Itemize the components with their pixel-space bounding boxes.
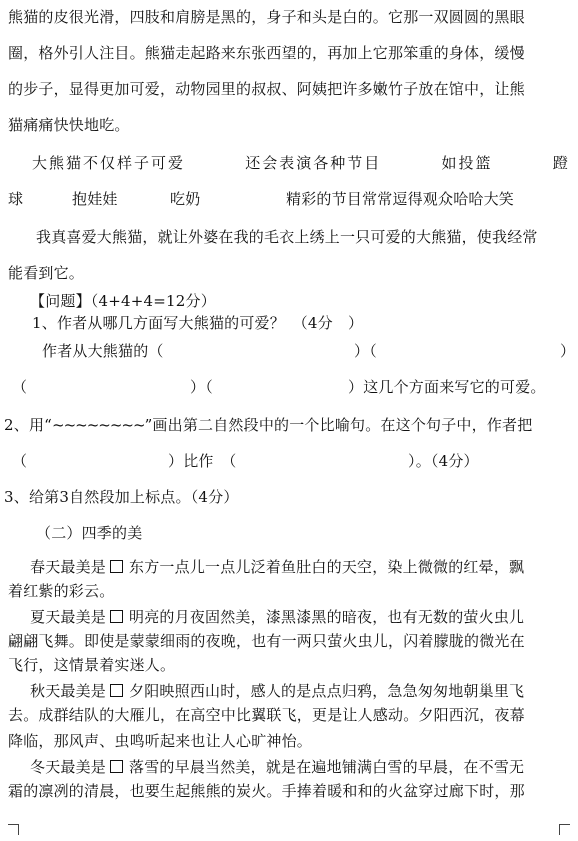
para3-line2: 能看到它。: [8, 264, 85, 282]
question-2-line1: [4, 410, 564, 440]
season-lead: 秋天最美是: [30, 682, 107, 700]
para2-fragment: 精彩的节目常常逗得观众哈哈大笑: [286, 190, 515, 208]
answer-blank-paren[interactable]: （: [12, 452, 28, 470]
answer-text: ）这几个方面来写它的可爱。: [348, 378, 546, 396]
para2-fragment: 吃奶: [170, 190, 201, 208]
blank-box[interactable]: [110, 760, 123, 773]
answer-blank-paren: ）: [560, 342, 576, 360]
blank-box[interactable]: [110, 610, 123, 623]
question-1-answer-line1: [8, 336, 576, 366]
answer-blank-paren[interactable]: ）（: [190, 378, 213, 396]
para2-line2: [8, 184, 568, 214]
para2-fragment: 球: [8, 190, 24, 208]
question-1: 1、作者从哪几方面写大熊猫的可爱？ （4分 ）: [32, 314, 364, 332]
para2-line1: [32, 148, 568, 178]
question-2-text: 2、用“: [4, 416, 53, 434]
wavy-underline-mark: ~~~~~~~~: [52, 416, 145, 434]
summer-line3: 飞行，这情景着实迷人。: [8, 656, 176, 674]
para1-line4: 猫痛痛快快地吃。: [8, 116, 130, 134]
season-lead: 夏天最美是: [30, 608, 107, 626]
question-3: 3、给第3自然段加上标点。（4分）: [4, 488, 239, 506]
para2-fragment: 抱娃娃: [72, 190, 118, 208]
season-text: 落雪的早晨当然美，就是在遍地铺满白雪的早晨，在不雪无: [129, 758, 525, 776]
winter-line2: 霜的凛冽的清晨，也要生起熊熊的炭火。手捧着暖和和的火盆穿过廊下时，那: [8, 782, 525, 800]
para1-line3: 的步子，显得更加可爱，动物园里的叔叔、阿姨把许多嫩竹子放在馆中，让熊: [8, 80, 525, 98]
para2-fragment: 还会表演各种节目: [245, 154, 382, 172]
season-text: 东方一点儿一点儿泛着鱼肚白的天空，染上微微的红晕，飘: [129, 558, 525, 576]
questions-header: 【问题】（4+4+4=12分）: [30, 292, 216, 310]
blank-box[interactable]: [110, 684, 123, 697]
para2-fragment: 蹬: [552, 154, 568, 172]
spring-line2: 着红紫的彩云。: [8, 582, 115, 600]
season-text: 明亮的月夜固然美，漆黑漆黑的暗夜，也有无数的萤火虫儿: [129, 608, 525, 626]
para2-fragment: 大熊猫不仅样子可爱: [32, 154, 186, 172]
page-corner-mark: [559, 824, 570, 835]
para1-line2: 圈，格外引人注目。熊猫走起路来东张西望的，再加上它那笨重的身体，缓慢: [8, 44, 525, 62]
question-2-line2: [8, 446, 568, 476]
page-corner-mark: [8, 824, 19, 835]
answer-blank-paren[interactable]: （: [12, 378, 28, 396]
question-1-answer-line2: [8, 372, 568, 402]
season-lead: 春天最美是: [30, 558, 107, 576]
blank-box[interactable]: [110, 560, 123, 573]
season-lead: 冬天最美是: [30, 758, 107, 776]
question-2-text: ”画出第二自然段中的一个比喻句。在这个句子中，作者把: [144, 416, 533, 434]
summer-line2: 翩翩飞舞。即使是蒙蒙细雨的夜晚，也有一两只萤火虫儿，闪着朦胧的微光在: [8, 632, 525, 650]
para2-fragment: 如投篮: [441, 154, 493, 172]
para1-line1: 熊猫的皮很光滑，四肢和肩膀是黑的，身子和头是白的。它那一双圆圆的黑眼: [8, 8, 525, 26]
answer-blank-paren[interactable]: ）比作 （: [168, 452, 237, 470]
answer-blank-paren[interactable]: ）（: [354, 342, 377, 360]
answer-text: ）。（4分）: [408, 452, 479, 470]
section-title: （二）四季的美: [36, 524, 143, 542]
answer-text: 作者从大熊猫的（: [42, 342, 164, 360]
season-text: 夕阳映照西山时，感人的是点点归鸦，急急匆匆地朝巢里飞: [129, 682, 525, 700]
autumn-line3: 降临，那风声、虫鸣听起来也让人心旷神怡。: [8, 732, 313, 750]
autumn-line2: 去。成群结队的大雁儿，在高空中比翼联飞，更是让人感动。夕阳西沉，夜幕: [8, 706, 525, 724]
para3-line1: 我真喜爱大熊猫，就让外婆在我的毛衣上绣上一只可爱的大熊猫，使我经常: [36, 228, 538, 246]
